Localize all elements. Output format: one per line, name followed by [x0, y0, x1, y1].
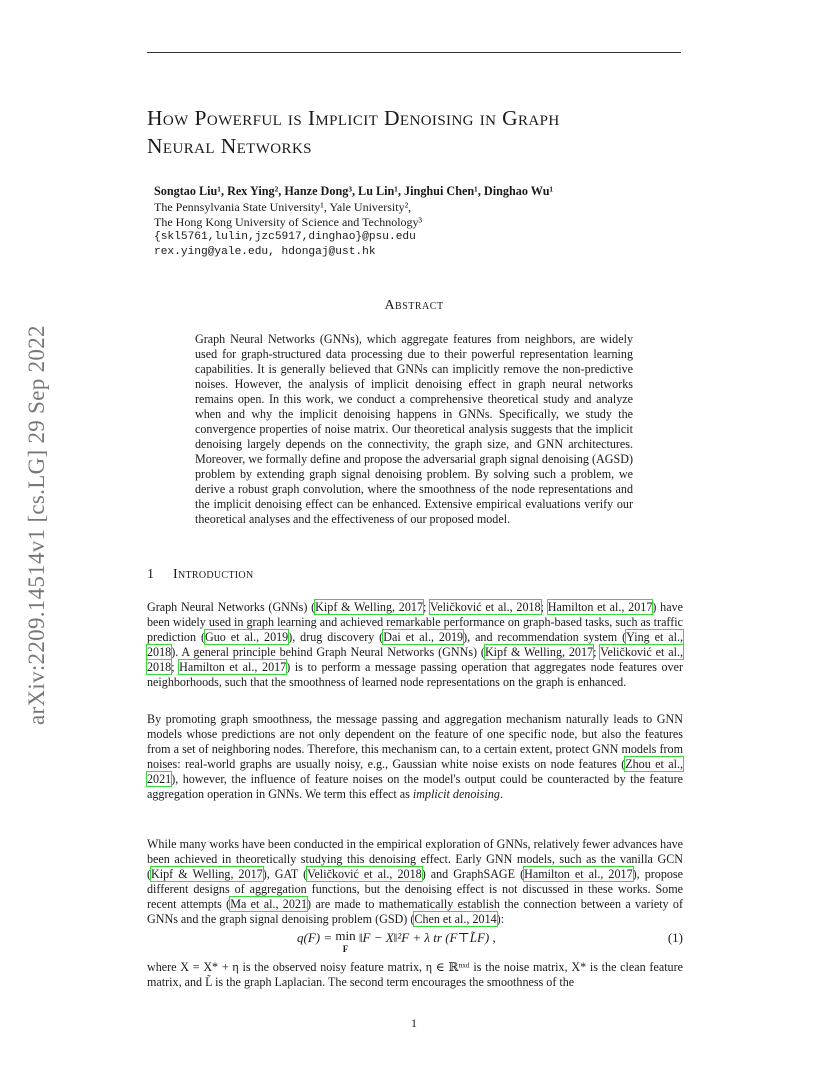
equation-body: q(F) = min F ‖F − X‖²F + λ tr (F⊤L̃F) ,	[297, 928, 496, 954]
intro-paragraph-4: where X = X* + η is the observed noisy feature matrix, η ∈ ℝⁿˣᵈ is the noise matrix, X* is the clean feature matrix, and L̃ is the graph Laplacian. The second term encourages the smoothness of the	[147, 960, 683, 989]
author-list: Songtao Liu¹, Rex Ying², Hanze Dong³, Lu Lin¹, Jinghui Chen¹, Dinghao Wu¹	[154, 184, 554, 198]
section-number: 1	[147, 567, 155, 582]
equation-1	[147, 928, 683, 954]
abstract-heading: Abstract	[384, 298, 444, 313]
citation-link[interactable]: Veličković et al., 2018	[429, 600, 541, 614]
top-rule	[147, 52, 681, 53]
citation-link[interactable]: Ying et al., 2018	[147, 630, 683, 659]
citation-link[interactable]: Kipf & Welling, 2017	[151, 867, 263, 881]
intro-paragraph-2: By promoting graph smoothness, the message passing and aggregation mechanism naturally leads to GNN models whose predictions are not only dependent on the feature of one specific node, but also the features from a set of neighboring nodes. Therefore, this mechanism can, to a certain extent, protect GNN models from noises: real-world graphs are usually noisy, e.g., Gaussian white noise exists on node features (Zhou et al., 2021), however, the influence of feature noises on the model's output could be counteracted by the feature aggregation operation in GNNs. We term this effect as implicit denoising.	[147, 712, 683, 801]
citation-link[interactable]: Veličković et al., 2018	[307, 867, 422, 881]
equation-number: (1)	[667, 930, 683, 945]
citation-link[interactable]: Hamilton et al., 2017	[179, 660, 287, 674]
affiliation-line-1: The Pennsylvania State University¹, Yale University²,	[154, 200, 412, 214]
intro-paragraph-1: Graph Neural Networks (GNNs) (Kipf & Welling, 2017; Veličković et al., 2018; Hamilton et al., 2017) have been widely used in graph learning and achieved remarkable performance on graph-based tasks, such as traffic prediction (Guo et al., 2019), drug discovery (Dai et al., 2019), and recommendation system (Ying et al., 2018). A general principle behind Graph Neural Networks (GNNs) (Kipf & Welling, 2017; Veličković et al., 2018; Hamilton et al., 2017) is to perform a message passing operation that aggregates node features over neighborhoods, such that the smoothness of learned node representations on the graph is enhanced.	[147, 600, 683, 689]
intro-paragraph-3: While many works have been conducted in the empirical exploration of GNNs, relatively fewer advances have been achieved in theoretically studying this denoising effect. Early GNN models, such as the vanilla GCN (Kipf & Welling, 2017), GAT (Veličković et al., 2018) and GraphSAGE (Hamilton et al., 2017), propose different designs of aggregation functions, but the denoising effect is not discussed in these works. Some recent attempts (Ma et al., 2021) are made to mathematically establish the connection between a variety of GNNs and the graph signal denoising problem (GSD) (Chen et al., 2014):	[147, 837, 684, 926]
citation-link[interactable]: Ma et al., 2021	[230, 897, 307, 911]
section-heading	[147, 567, 253, 583]
page-number: 1	[411, 1016, 417, 1030]
citation-link[interactable]: Hamilton et al., 2017	[524, 867, 633, 881]
section-title: Introduction	[173, 567, 254, 582]
abstract-text: Graph Neural Networks (GNNs), which aggregate features from neighbors, are widely used for graph-structured data processing due to their powerful representation learning capabilities. It is generally believed that GNNs can implicitly remove the non-predictive noises. However, the analysis of implicit denoising effect in graph neural networks remains open. In this work, we conduct a comprehensive theoretical study and analyze when and why the implicit denoising happens in GNNs. Specifically, we study the convergence properties of noise matrix. Our theoretical analysis suggests that the implicit denoising largely depends on the connectivity, the graph size, and GNN architectures. Moreover, we formally define and propose the adversarial graph signal denoising (AGSD) problem by extending graph signal denoising problem. By solving such a problem, we derive a robust graph convolution, where the smoothness of the node representations and the implicit denoising effect can be enhanced. Extensive empirical evaluations verify our theoretical analyses and the effectiveness of our proposed model.	[195, 332, 633, 526]
paper-title	[147, 104, 707, 160]
title-line-2: Neural Networks	[147, 134, 312, 158]
citation-link[interactable]: Hamilton et al., 2017	[547, 600, 653, 614]
citation-link[interactable]: Dai et al., 2019	[383, 630, 464, 644]
citation-link[interactable]: Veličković et al., 2018	[147, 645, 683, 674]
citation-link[interactable]: Kipf & Welling, 2017	[315, 600, 423, 614]
title-line-1: How Powerful is Implicit Denoising in Graph	[147, 106, 560, 130]
citation-link[interactable]: Zhou et al., 2021	[147, 757, 683, 786]
email-line-2: rex.ying@yale.edu, hdongaj@ust.hk	[154, 246, 376, 258]
citation-link[interactable]: Kipf & Welling, 2017	[484, 645, 594, 659]
email-line-1: {skl5761,lulin,jzc5917,dinghao}@psu.edu	[154, 231, 416, 243]
citation-link[interactable]: Guo et al., 2019	[204, 630, 289, 644]
citation-link[interactable]: Chen et al., 2014	[414, 912, 497, 926]
arxiv-identifier[interactable]: arXiv:2209.14514v1 [cs.LG] 29 Sep 2022	[24, 325, 49, 725]
affiliation-line-2: The Hong Kong University of Science and Technology³	[154, 215, 423, 229]
